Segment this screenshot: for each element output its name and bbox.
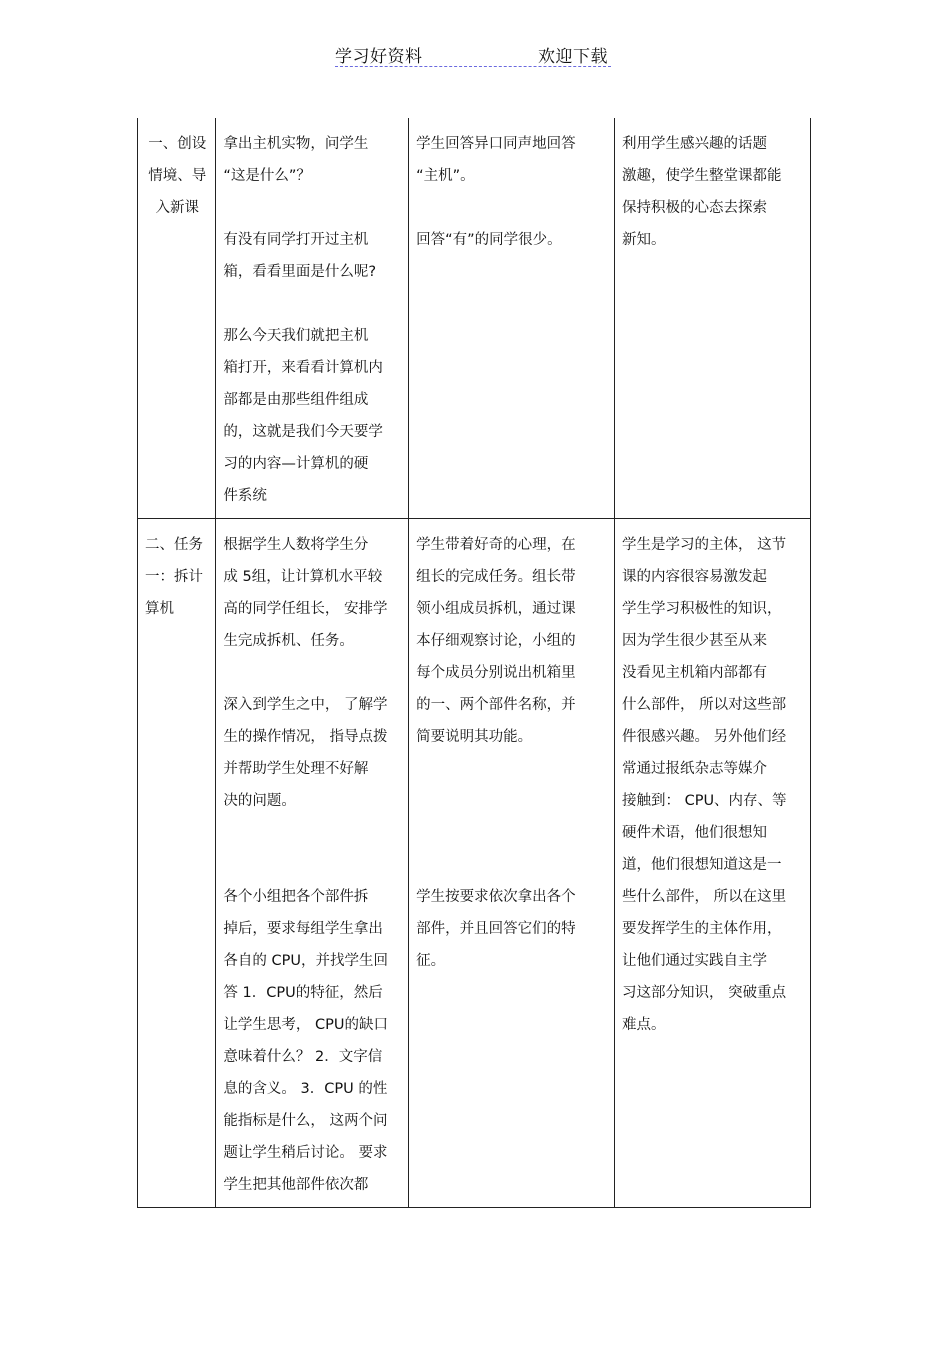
intent-paragraph: 利用学生感兴趣的话题 激趣，使学生整堂课都能 保持积极的心态去探索 新知。 (621, 136, 782, 248)
teacher-paragraph: 根据学生人数将学生分 成 5组，让计算机水平较 高的同学任组长， 安排学 生完成拆机、任务。 (223, 537, 388, 649)
stage-cell (138, 519, 216, 1208)
student-paragraph: 学生按要求依次拿出各个 部件，并且回答它们的特 征。 (416, 889, 576, 969)
student-activity-cell (409, 519, 615, 1208)
design-intent-cell (614, 519, 810, 1208)
student-activity-cell (409, 118, 615, 519)
stage-line: 一、创设 (148, 136, 207, 152)
page-header (335, 40, 611, 67)
intent-paragraph: 学生是学习的主体， 这节 课的内容很容易激发起 学生学习积极性的知识， 因为学生很少甚至从来 没看见主机箱内部都有 什么部件， 所以对这些部 件很感兴趣。 另外他们经 常通过报纸杂志等媒介 接触到： CPU、内存、等 硬件术语，他们很想知 道，他们很想知道这是一 些什么部件， 所以在这里 要发挥学生的主体作用， 让他们通过实践自主学 习这部分知识， 突破重点 难点。 (621, 537, 787, 1033)
stage-line: 情境、导 (148, 168, 207, 184)
student-paragraph: 学生回答异口同声地回答 “主机”。 (416, 136, 576, 184)
teacher-paragraph: 各个小组把各个部件拆 掉后，要求每组学生拿出 各自的 CPU，并找学生回 答 1．CPU的特征，然后 让学生思考， CPU的缺口 意味着什么？ 2．文字信 息的含义。 3．CPU 的性 能指标是什么， 这两个问 题让学生稍后讨论。 要求 学生把其他部件依次都 (223, 889, 388, 1193)
table-row (138, 118, 811, 519)
teacher-paragraph: 拿出主机实物，问学生 “这是什么”？ (223, 136, 369, 184)
header-left-text: 学习好资料 (335, 47, 423, 67)
table-row (138, 519, 811, 1208)
teacher-activity-cell (216, 519, 409, 1208)
teacher-paragraph: 那么今天我们就把主机 箱打开，来看看计算机内 部都是由那些组件组成 的，这就是我们今天要学 习的内容—计算机的硬 件系统 (223, 328, 383, 504)
stage-line: 二、任务 (145, 537, 203, 553)
design-intent-cell (614, 118, 810, 519)
stage-cell (138, 118, 216, 519)
teacher-activity-cell (216, 118, 409, 519)
stage-line: 一：拆计 (145, 569, 203, 585)
student-paragraph: 学生带着好奇的心理，在 组长的完成任务。组长带 领小组成员拆机，通过课 本仔细观察讨论，小组的 每个成员分别说出机箱里 的一、两个部件名称，并 简要说明其功能。 (416, 537, 576, 745)
header-right-text: 欢迎下载 (538, 47, 608, 67)
student-paragraph: 回答“有”的同学很少。 (416, 232, 562, 248)
teacher-paragraph: 有没有同学打开过主机 箱，看看里面是什么呢? (223, 232, 377, 280)
stage-line: 入新课 (155, 200, 199, 216)
lesson-plan-table (137, 118, 811, 1208)
stage-line: 算机 (145, 601, 174, 617)
teacher-paragraph: 深入到学生之中， 了解学 生的操作情况， 指导点拨 并帮助学生处理不好解 决的问题。 (223, 697, 388, 809)
